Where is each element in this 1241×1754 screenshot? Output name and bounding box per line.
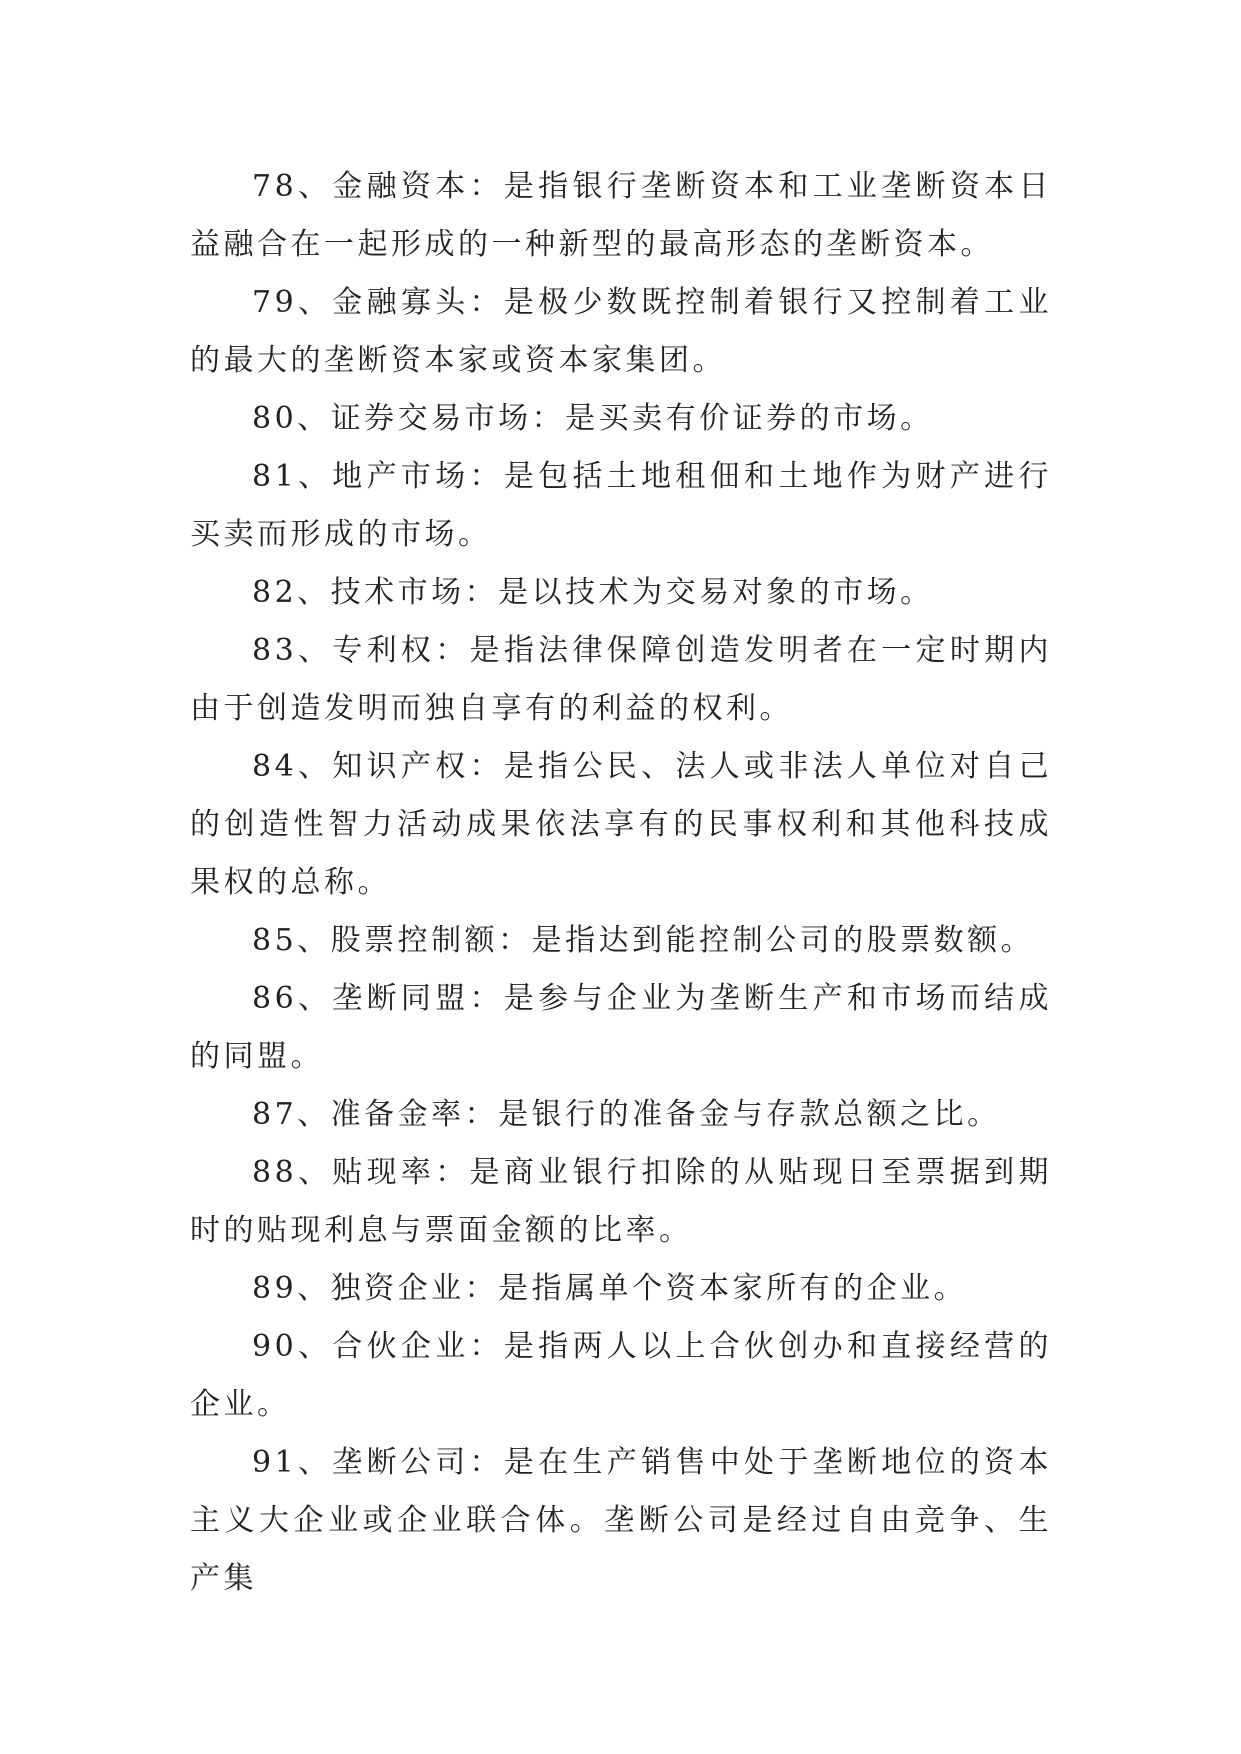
paragraph-85: 85、股票控制额：是指达到能控制公司的股票数额。 bbox=[252, 923, 1035, 958]
paragraph-88: 88、贴现率：是商业银行扣除的从贴现日至票据到期时的贴现利息与票面金额的比率。 bbox=[190, 1155, 1052, 1248]
paragraph-90: 90、合伙企业：是指两人以上合伙创办和直接经营的企业。 bbox=[190, 1329, 1052, 1422]
document-body bbox=[190, 158, 1052, 1608]
paragraph-79: 79、金融寡头：是极少数既控制着银行又控制着工业的最大的垄断资本家或资本家集团。 bbox=[190, 285, 1052, 378]
paragraph-87: 87、准备金率：是银行的准备金与存款总额之比。 bbox=[252, 1097, 1001, 1132]
paragraph-86: 86、垄断同盟：是参与企业为垄断生产和市场而结成的同盟。 bbox=[190, 981, 1052, 1074]
paragraph-91: 91、垄断公司：是在生产销售中处于垄断地位的资本主义大企业或企业联合体。垄断公司是经过自由竞争、生产集 bbox=[190, 1445, 1052, 1596]
paragraph-83: 83、专利权：是指法律保障创造发明者在一定时期内由于创造发明而独自享有的利益的权利。 bbox=[190, 633, 1052, 726]
paragraph-89: 89、独资企业：是指属单个资本家所有的企业。 bbox=[252, 1271, 968, 1306]
paragraph-80: 80、证券交易市场：是买卖有价证券的市场。 bbox=[252, 401, 934, 436]
paragraph-81: 81、地产市场：是包括土地租佃和土地作为财产进行买卖而形成的市场。 bbox=[190, 459, 1052, 552]
paragraph-78: 78、金融资本：是指银行垄断资本和工业垄断资本日益融合在一起形成的一种新型的最高形态的垄断资本。 bbox=[190, 169, 1052, 262]
paragraph-84: 84、知识产权：是指公民、法人或非法人单位对自己的创造性智力活动成果依法享有的民事权利和其他科技成果权的总称。 bbox=[190, 749, 1052, 900]
paragraph-82: 82、技术市场：是以技术为交易对象的市场。 bbox=[252, 575, 934, 610]
